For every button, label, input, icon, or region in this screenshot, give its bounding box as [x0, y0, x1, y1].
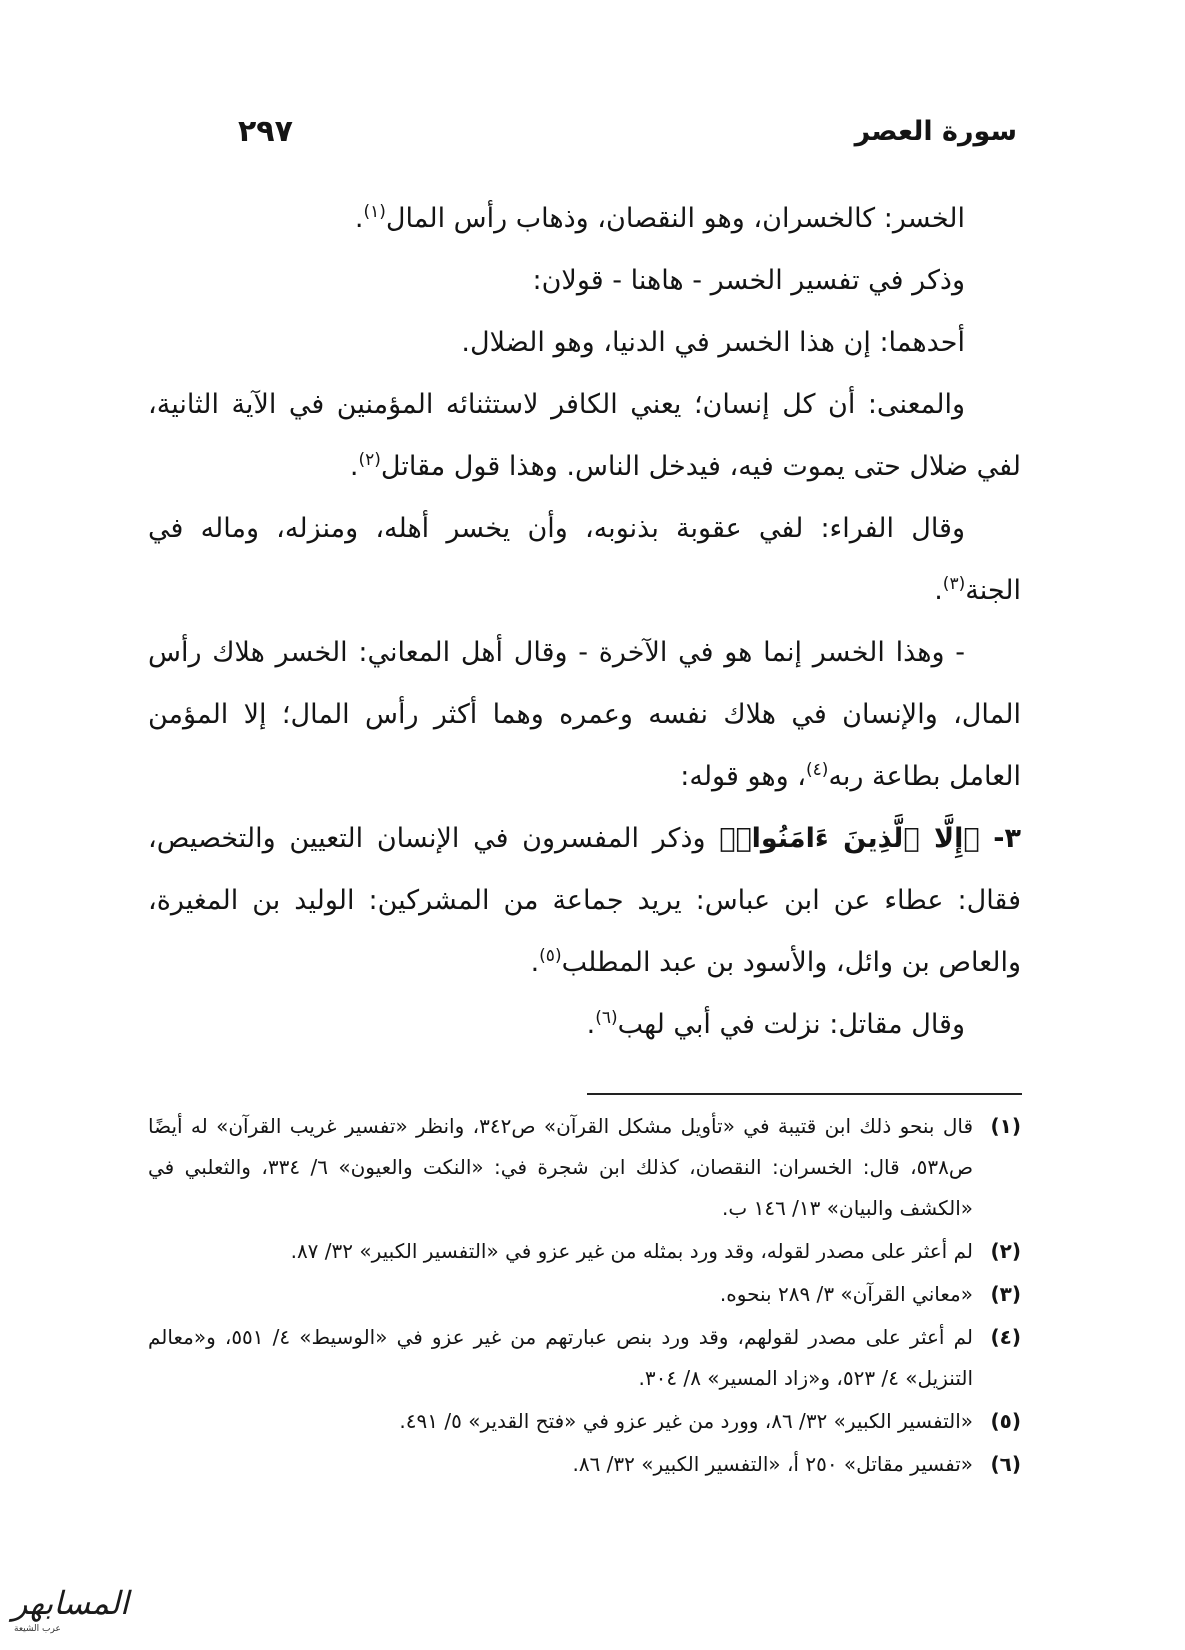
main-text — [148, 188, 1021, 1056]
paragraph: وذكر في تفسير الخسر - هاهنا - قولان: — [532, 265, 965, 296]
footnote-ref: (٣) — [942, 574, 966, 594]
footnote-separator — [587, 1093, 1022, 1095]
paragraph: أحدهما: إن هذا الخسر في الدنيا، وهو الضلال. — [461, 327, 965, 358]
footnote: (٢) لم أعثر على مصدر لقوله، وقد ورد بمثله من غير عزو في «التفسير الكبير» ٣٢/ ٨٧. — [290, 1239, 1021, 1263]
paragraph: الخسر: كالخسران، وهو النقصان، وذهاب رأس المال$^{(١)}$. — [354, 202, 965, 234]
footnote: (٦) «تفسير مقاتل» ٢٥٠ أ، «التفسير الكبير» ٣٢/ ٨٦. — [572, 1452, 1021, 1476]
footnote-ref: (٦) — [595, 1008, 618, 1028]
page-header — [238, 110, 1017, 160]
footnote: (٥) «التفسير الكبير» ٣٢/ ٨٦، وورد من غير عزو في «فتح القدير» ٥/ ٤٩١. — [399, 1409, 1021, 1433]
paragraph: - وهذا الخسر إنما هو في الآخرة - وقال أهل المعاني: الخسر هلاك رأس المال، والإنسان في هلاك نفسه وعمره وهما أكثر رأس المال؛ إلا المؤمن العامل بطاعة ربه$^{(٤)}$، وهو قوله: — [148, 637, 1021, 792]
footnote-ref: (٢) — [358, 450, 381, 470]
footnote: (٣) «معاني القرآن» ٣/ ٢٨٩ بنحوه. — [719, 1282, 1021, 1306]
paragraph: ٣- ﴿إِلَّا ٱلَّذِينَ ءَامَنُوا۟﴾ وذكر المفسرون في الإنسان التعيين والتخصيص، فقال: عطاء عن ابن عباس: يريد جماعة من المشركين: الوليد بن المغيرة، والعاص بن وائل، والأسود بن عبد المطلب$^{(٥)}$. — [148, 823, 1021, 978]
footnote: (١) قال بنحو ذلك ابن قتيبة في «تأويل مشكل القرآن» ص٣٤٢، وانظر «تفسير غريب القرآن» له أيضًا ص٥٣٨، قال: الخسران: النقصان، كذلك ابن شجرة في: «النكت والعيون» ٦/ ٣٣٤، والثعلبي في «الكشف والبيان» ١٣/ ١٤٦ ب. — [148, 1114, 1021, 1220]
page-number: ٢٩٧ — [238, 114, 293, 149]
paragraph: وقال الفراء: لفي عقوبة بذنوبه، وأن يخسر أهله، ومنزله، وماله في الجنة$^{(٣)}$. — [148, 513, 1021, 606]
publisher-logo: المسابهر عرب الشيعة — [12, 1584, 129, 1634]
paragraph: وقال مقاتل: نزلت في أبي لهب$^{(٦)}$. — [586, 1008, 965, 1040]
paragraph: والمعنى: أن كل إنسان؛ يعني الكافر لاستثنائه المؤمنين في الآية الثانية، لفي ضلال حتى يموت فيه، فيدخل الناس. وهذا قول مقاتل$^{(٢)}$. — [148, 389, 1021, 482]
footnotes — [148, 1106, 1021, 1487]
footnote-ref: (٥) — [539, 946, 562, 966]
surah-title: سورة العصر — [854, 116, 1017, 147]
quran-verse: ﴿إِلَّا ٱلَّذِينَ ءَامَنُوا۟﴾ — [719, 823, 980, 854]
verse-number: ٣- — [993, 823, 1021, 854]
footnote-ref: (١) — [363, 202, 386, 222]
footnote-ref: (٤) — [806, 760, 829, 780]
footnote: (٤) لم أعثر على مصدر لقولهم، وقد ورد بنص عبارتهم من غير عزو في «الوسيط» ٤/ ٥٥١، و«معالم التنزيل» ٤/ ٥٢٣، و«زاد المسير» ٨/ ٣٠٤. — [148, 1325, 1021, 1390]
